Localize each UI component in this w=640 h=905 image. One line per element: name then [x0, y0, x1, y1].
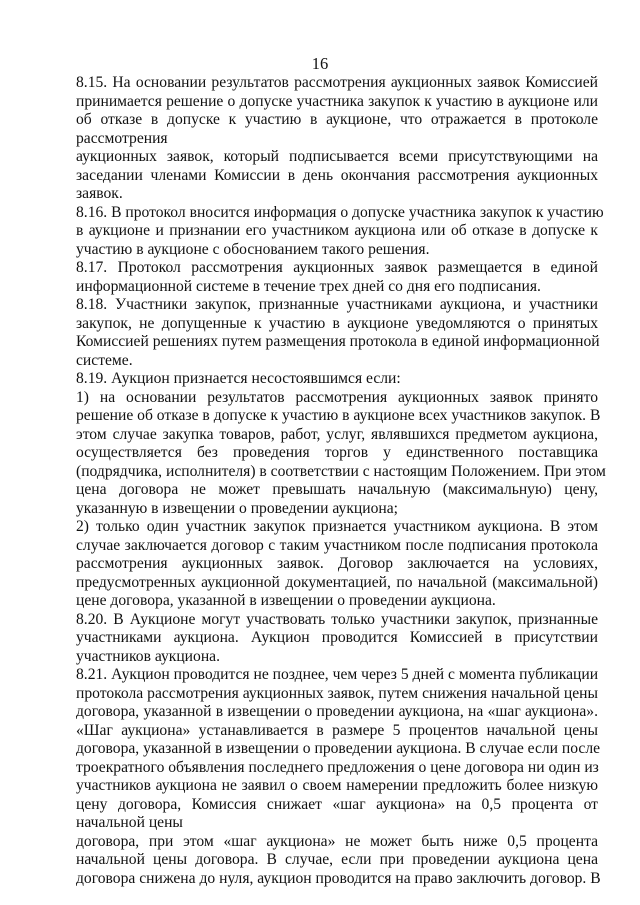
- page-number: 16: [311, 54, 329, 73]
- text-line: об отказе в допуске к участию в аукционе, что отражается в протоколе: [76, 111, 598, 128]
- text-line: в аукционе и признании его участником аукциона или об отказе в допуске к: [76, 222, 598, 239]
- text-line: начальной цены: [76, 814, 183, 831]
- text-line: 8.18. Участники закупок, признанные участниками аукциона, и участники: [76, 296, 598, 313]
- text-line: аукционных заявок, который подписывается всеми присутствующими на: [76, 148, 598, 165]
- text-line: 2) только один участник закупок признается участником аукциона. В этом: [76, 518, 598, 535]
- text-line: начальной цены договора. В случае, если при проведении аукциона цена: [76, 851, 598, 868]
- text-line: участников аукциона не заявил о своем намерении предложить более низкую: [76, 777, 598, 794]
- text-line: предусмотренных аукционной документацией, по начальной (максимальной): [76, 573, 598, 591]
- text-line: этом случае закупка товаров, работ, услуг, являвшихся предметом аукциона,: [76, 425, 598, 443]
- text-line: цену договора, Комиссия снижает «шаг аукциона» на 0,5 процента от: [76, 795, 598, 813]
- text-line: осуществляется без проведения торгов у единственного поставщика: [76, 444, 598, 461]
- text-line: Комиссией решениях путем размещения протокола в единой информационной: [76, 333, 600, 350]
- text-line: протокола рассмотрения аукционных заявок, путем снижения начальной цены: [76, 684, 598, 702]
- text-line: рассмотрения: [76, 129, 168, 147]
- text-line: указанную в извещении о проведении аукциона;: [76, 499, 398, 517]
- text-line: участниками аукциона. Аукцион проводится Комиссией в присутствии: [76, 629, 598, 646]
- text-line: договора, при этом «шаг аукциона» не может быть ниже 0,5 процента: [76, 832, 598, 850]
- text-line: закупок, не допущенные к участию в аукционе уведомляются о принятых: [76, 314, 598, 332]
- text-line: случае заключается договор с таким участником после подписания протокола: [76, 536, 598, 554]
- text-line: 1) на основании результатов рассмотрения аукционных заявок принято: [76, 388, 598, 406]
- text-line: договора, указанной в извещении о проведении аукциона, на «шаг аукциона».: [76, 703, 598, 720]
- text-line: заявок.: [76, 185, 123, 202]
- text-line: 8.21. Аукцион проводится не позднее, чем через 5 дней с момента публикации: [76, 666, 599, 683]
- text-line: решение об отказе в допуске к участию в аукционе всех участников закупок. В: [76, 407, 601, 424]
- text-line: 8.15. На основании результатов рассмотрения аукционных заявок Комиссией: [76, 74, 598, 91]
- text-line: цене договора, указанной в извещении о проведении аукциона.: [76, 592, 496, 609]
- text-line: (подрядчика, исполнителя) в соответствии с настоящим Положением. При этом: [76, 462, 606, 480]
- text-line: «Шаг аукциона» устанавливается в размере 5 процентов начальной цены: [76, 721, 598, 739]
- text-line: договора снижена до нуля, аукцион проводится на право заключить договор. В: [76, 869, 601, 887]
- text-line: 8.20. В Аукционе могут участвовать только участники закупок, признанные: [76, 610, 598, 628]
- text-line: 8.16. В протокол вносится информация о допуске участника закупок к участию: [76, 203, 604, 221]
- text-line: информационной системе в течение трех дней со дня его подписания.: [76, 277, 541, 295]
- text-line: троекратного объявления последнего предложения о цене договора ни один из: [76, 758, 599, 776]
- text-line: принимается решение о допуске участника закупок к участию в аукционе или: [76, 92, 598, 110]
- text-line: заседании членами Комиссии в день окончания рассмотрения аукционных: [76, 166, 598, 184]
- text-line: договора, указанной в извещении о проведении аукциона. В случае если после: [76, 740, 601, 757]
- text-line: 8.17. Протокол рассмотрения аукционных заявок размещается в единой: [76, 259, 598, 276]
- text-line: системе.: [76, 351, 133, 369]
- text-line: рассмотрения аукционных заявок. Договор заключается на условиях,: [76, 555, 598, 572]
- text-line: участников аукциона.: [76, 647, 220, 665]
- text-line: участию в аукционе с обоснованием такого решения.: [76, 240, 430, 258]
- text-line: цена договора не может превышать начальную (максимальную) цену,: [76, 481, 598, 498]
- text-line: 8.19. Аукцион признается несостоявшимся если:: [76, 370, 401, 387]
- document-body: [76, 74, 606, 888]
